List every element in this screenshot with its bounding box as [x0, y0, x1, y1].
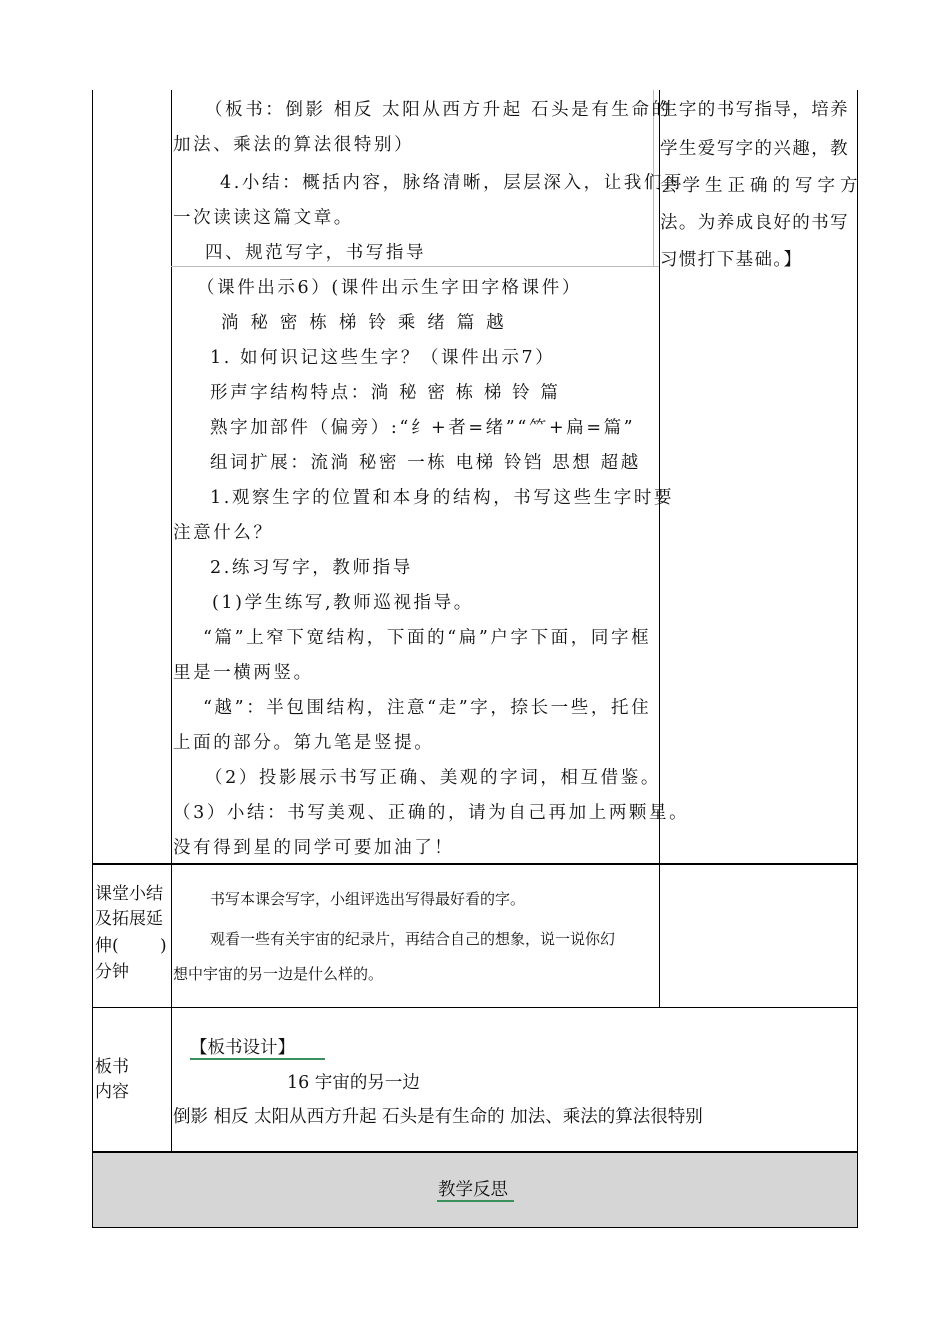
board-label-line: 内容 — [95, 1082, 129, 1102]
process-line: （板书：倒影 相反 太阳从西方升起 石头是有生命的 — [205, 100, 672, 120]
reflection-label: 教学反思 — [438, 1180, 508, 1200]
summary-label-line: 伸( — [95, 936, 119, 956]
summary-content-line: 想中宇宙的另一边是什么样的。 — [173, 965, 384, 983]
row-divider-board — [92, 1007, 858, 1008]
reflection-underline — [437, 1200, 514, 1202]
process-line: 1.观察生字的位置和本身的结构，书写这些生字时要 — [210, 488, 675, 508]
label-column-divider — [171, 90, 172, 1152]
process-line: 4.小结：概括内容，脉络清晰，层层深入，让我们再 — [220, 173, 685, 193]
process-line: 淌 秘 密 栋 梯 铃 乘 绪 篇 越 — [221, 313, 507, 333]
process-line: 加法、乘法的算法很特别） — [173, 135, 415, 155]
board-title: 16 宇宙的另一边 — [287, 1073, 420, 1093]
process-line: 里是一横两竖。 — [173, 663, 314, 683]
process-line: 上面的部分。第九笔是竖提。 — [173, 733, 435, 753]
process-line: 注意什么？ — [173, 523, 274, 543]
board-content: 倒影 相反 太阳从西方升起 石头是有生命的 加法、乘法的算法很特别 — [173, 1107, 703, 1127]
row-divider-summary — [92, 863, 858, 865]
process-line: 组词扩展：流淌 秘密 一栋 电梯 铃铛 思想 超越 — [210, 453, 641, 473]
design-intent-line: 学生爱写字的兴趣，教 — [660, 139, 849, 159]
summary-label-line: 课堂小结 — [95, 884, 163, 904]
process-line: （3）小结：书写美观、正确的，请为自己再加上两颗星。 — [173, 803, 690, 823]
process-line: 四、规范写字，书写指导 — [205, 243, 427, 263]
inner-box-divider — [171, 266, 659, 267]
process-line: “越”：半包围结构，注意“走”字，捺长一些，托住 — [203, 698, 652, 718]
design-intent-line: 习惯打下基础。】 — [660, 250, 803, 270]
process-line: 2.练习写字，教师指导 — [210, 558, 413, 578]
process-line: （课件出示6）(课件出示生字田字格课件） — [197, 278, 582, 298]
process-line: （2）投影展示书写正确、美观的字词，相互借鉴。 — [205, 768, 661, 788]
process-line: 形声字结构特点：淌 秘 密 栋 梯 铃 篇 — [210, 383, 561, 403]
process-line: (1)学生练写,教师巡视指导。 — [212, 593, 474, 613]
table-left-border — [92, 90, 93, 1228]
board-heading-underline — [190, 1058, 325, 1060]
design-intent-line: 生字的书写指导，培养 — [660, 100, 849, 120]
process-line: “篇”上窄下宽结构，下面的“扁”户字下面，同字框 — [203, 628, 652, 648]
table-bottom-border — [92, 1227, 858, 1228]
board-label-line: 板书 — [95, 1057, 129, 1077]
process-line: 熟字加部件（偏旁）:“纟+者=绪”“⺮+扁=篇” — [210, 418, 636, 438]
process-line: 1. 如何识记这些生字？（课件出示7） — [210, 348, 556, 368]
design-intent-notes — [660, 96, 863, 283]
summary-content-line: 观看一些有关宇宙的纪录片，再结合自己的想象，说一说你幻 — [210, 930, 616, 948]
summary-content-line: 书写本课会写字，小组评选出写得最好看的字。 — [210, 890, 526, 908]
summary-label-line: 及拓展延 — [95, 909, 163, 929]
board-heading: 【板书设计】 — [190, 1038, 295, 1058]
summary-label-line: ) — [160, 936, 167, 956]
design-intent-line: 法。为养成良好的书写 — [660, 213, 849, 233]
process-line: 一次读读这篇文章。 — [173, 208, 354, 228]
design-intent-line: 会学生正确的写字方 — [660, 176, 863, 196]
process-line: 没有得到星的同学可要加油了！ — [173, 838, 455, 858]
summary-label-line: 分钟 — [95, 962, 129, 982]
